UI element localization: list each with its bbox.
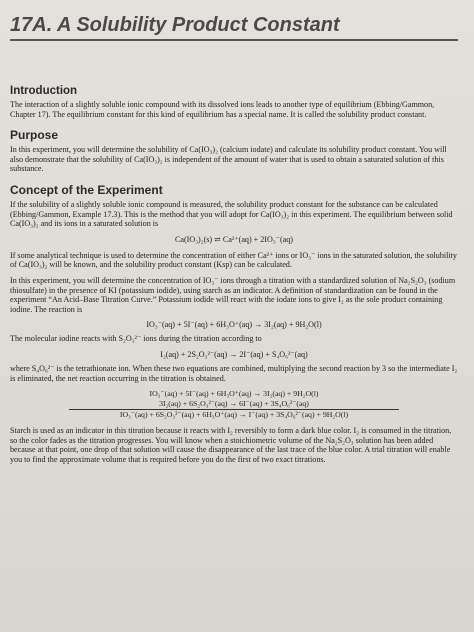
concept-paragraph-6: Starch is used as an indicator in this titration because it reacts with I₂ reversibly to form a dark blue color. I₂ is consumed in the titration, so the color fades as the titration progresses. You will know when a stoichiometric volume of the Na₂S₂O₃ solution has been added because at that point, one drop of that solution will cause the disappearance of the last trace of the blue color. A trial titration will enable you to find the approximate volume that is required before you do the first of two exact titrations. — [10, 426, 452, 464]
combined-equation-stack — [69, 389, 399, 420]
concept-paragraph-5: where S₄O₆²⁻ is the tetrathionate ion. When these two equations are combined, multiplying the second reaction by 3 so the intermediate I₂ is eliminated, the net reaction occurring in the titration is obtained. — [10, 363, 458, 383]
purpose-body: In this experiment, you will determine the solubility of Ca(IO₃)₂ (calcium iodate) and calculate its solubility product constant. You will also demonstrate that the solubility of Ca(IO₃)₂ is independent of the amount of water that is used to obtain a saturated solution of this substance. — [10, 145, 447, 174]
document-title: 17A. A Solubility Product Constant — [10, 14, 340, 36]
concept-paragraph-4: The molecular iodine reacts with S₂O₃²⁻ ions during the titration according to — [10, 334, 262, 344]
stack-row-1: IO₃⁻(aq) + 5I⁻(aq) + 6H₃O⁺(aq) → 3I₂(aq) + 9H₂O(l) — [149, 389, 319, 399]
dissolution-equation: Ca(IO₃)₂(s) ⇌ Ca²⁺(aq) + 2IO₃⁻(aq) — [175, 234, 293, 244]
introduction-heading: Introduction — [10, 85, 78, 97]
concept-paragraph-3: In this experiment, you will determine the concentration of IO₃⁻ ions through a titration with a standardized solution of Na₂S₂O₃ (sodium thiosulfate) in the presence of KI (potassium iodide), using starch as an indicator. A definition of standardization can be found in the experiment “An Acid–Base Titration Curve.” Potassium iodide will react with the iodate ions to give I₂ as the sole product containing iodine. The reaction is — [10, 275, 456, 314]
concept-paragraph-1: If the solubility of a slightly soluble ionic compound is measured, the solubility product constant for the substance can be calculated (Ebbing/Gammon, Example 17.3). This is the method that you will adopt for Ca(IO₃)₂ in this experiment. The equilibrium between solid Ca(IO₃)₂ and its ions in a saturated solution is — [10, 199, 453, 229]
concept-paragraph-2: If some analytical technique is used to determine the concentration of either Ca²⁺ ions or IO₃⁻ ions in the saturated solution, the solubility of Ca(IO₃)₂ will be known, and the solubility product constant (Ksp) can be calculated. — [10, 250, 457, 270]
net-reaction-row: IO₃⁻(aq) + 6S₂O₃²⁻(aq) + 6H₃O⁺(aq) → I⁻(aq) + 3S₄O₆²⁻(aq) + 9H₂O(l) — [69, 409, 399, 420]
iodine-thiosulfate-equation: I₂(aq) + 2S₂O₃²⁻(aq) → 2I⁻(aq) + S₄O₆²⁻(aq) — [160, 349, 308, 359]
iodate-iodide-equation: IO₃⁻(aq) + 5I⁻(aq) + 6H₃O⁺(aq) → 3I₂(aq) + 9H₂O(l) — [146, 320, 322, 330]
introduction-body: The interaction of a slightly soluble ionic compound with its dissolved ions leads to another type of equilibrium (Ebbing/Gammon, Chapter 17). The equilibrium constant for this kind of equilibrium has a special name. It is called the solubility product constant. — [10, 100, 435, 119]
purpose-heading: Purpose — [10, 128, 59, 143]
concept-heading: Concept of the Experiment — [10, 182, 163, 197]
stack-row-2: 3I₂(aq) + 6S₂O₃²⁻(aq) → 6I⁻(aq) + 3S₄O₆²⁻(aq) — [159, 399, 309, 409]
title-underline — [10, 39, 458, 41]
